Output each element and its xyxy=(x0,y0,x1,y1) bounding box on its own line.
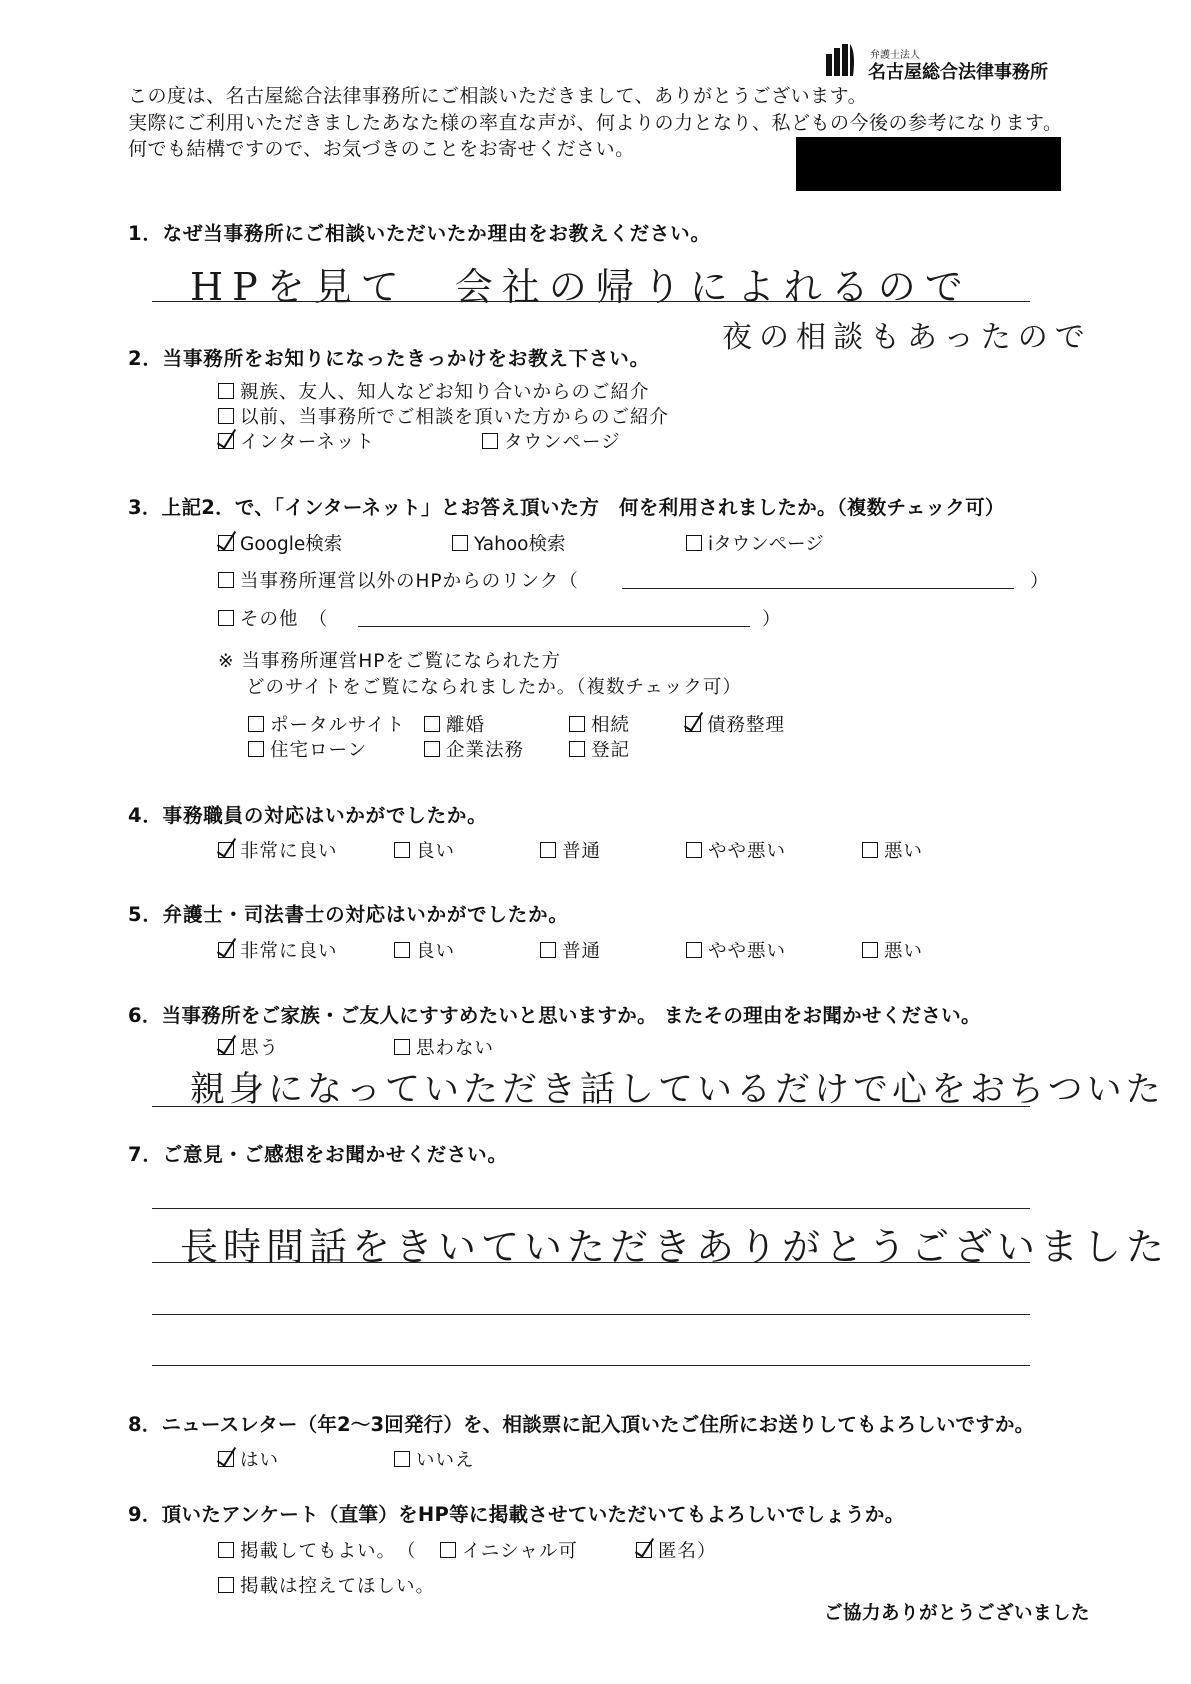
q5-option-good[interactable]: 良い xyxy=(394,937,455,963)
q3-site-divorce[interactable]: 離婚 xyxy=(424,711,485,737)
footer-thanks: ご協力ありがとうございました xyxy=(824,1603,1091,1624)
q5-option-somewhat-bad[interactable]: やや悪い xyxy=(686,937,786,963)
q3-note-line-1: ※ 当事務所運営HPをご覧になられた方 xyxy=(218,651,561,672)
q5-option-bad[interactable]: 悪い xyxy=(862,937,923,963)
checkbox[interactable] xyxy=(218,1542,234,1558)
checkbox-checked[interactable] xyxy=(218,433,234,449)
checkbox[interactable] xyxy=(248,741,264,757)
checkbox[interactable] xyxy=(394,942,410,958)
q8-title: 8．ニュースレター（年2〜3回発行）を、相談票に記入頂いたご住所にお送りしてもよろしいですか。 xyxy=(128,1413,1035,1436)
q9-option-initials[interactable]: イニシャル可 xyxy=(440,1537,578,1563)
checkbox[interactable] xyxy=(686,842,702,858)
law-firm-logo-icon xyxy=(826,44,856,76)
checkbox[interactable] xyxy=(218,610,234,626)
logo-small-text: 弁護士法人 xyxy=(870,50,920,61)
checkbox[interactable] xyxy=(218,1577,234,1593)
q9-title: 9．頂いたアンケート（直筆）をHP等に掲載させていただいてもよろしいでしょうか。 xyxy=(128,1503,905,1526)
q8-option-yes[interactable]: はい xyxy=(218,1446,279,1472)
checkbox-checked[interactable] xyxy=(218,535,234,551)
q7-answer-line-4 xyxy=(152,1365,1030,1366)
intro-line-1: この度は、名古屋総合法律事務所にご相談いただきまして、ありがとうございます。 xyxy=(128,85,868,107)
q6-handwritten-answer: 親身になっていただき話しているだけで心をおちついた xyxy=(190,1070,1165,1110)
checkbox[interactable] xyxy=(394,842,410,858)
q3-option-itownpage[interactable]: iタウンページ xyxy=(686,530,824,556)
checkbox-checked[interactable] xyxy=(685,716,701,732)
checkbox[interactable] xyxy=(452,535,468,551)
q2-option-acquaintance[interactable]: 親族、友人、知人などお知り合いからのご紹介 xyxy=(218,378,650,404)
q5-title: 5．弁護士・司法書士の対応はいかがでしたか。 xyxy=(128,903,569,926)
checkbox[interactable] xyxy=(862,842,878,858)
q4-option-very-good[interactable]: 非常に良い xyxy=(218,837,338,863)
q2-title: 2．当事務所をお知りになったきっかけをお教え下さい。 xyxy=(128,347,650,370)
q1-handwritten-answer-2: 夜の相談もあったので xyxy=(722,320,1092,355)
q3-site-corporate[interactable]: 企業法務 xyxy=(424,736,524,762)
q7-answer-line-2 xyxy=(152,1262,1030,1263)
q6-answer-line xyxy=(152,1106,1030,1107)
checkbox[interactable] xyxy=(482,433,498,449)
q3-site-housing-loan[interactable]: 住宅ローン xyxy=(248,736,367,762)
q3-site-debt[interactable]: 債務整理 xyxy=(685,711,785,737)
q3-option-external-link[interactable]: 当事務所運営以外のHPからのリンク（ xyxy=(218,567,579,593)
q4-option-average[interactable]: 普通 xyxy=(540,837,601,863)
checkbox[interactable] xyxy=(394,1039,410,1055)
q5-option-average[interactable]: 普通 xyxy=(540,937,601,963)
checkbox[interactable] xyxy=(686,535,702,551)
q1-handwritten-answer: HPを見て 会社の帰りによれるので xyxy=(190,265,972,309)
q3-other-blank-line xyxy=(358,626,750,627)
q3-link-blank-line xyxy=(622,588,1014,589)
checkbox[interactable] xyxy=(440,1542,456,1558)
q7-answer-line-3 xyxy=(152,1314,1030,1315)
q4-option-good[interactable]: 良い xyxy=(394,837,455,863)
q3-title: 3．上記2．で、「インターネット」とお答え頂いた方 何を利用されましたか。（複数チェック可） xyxy=(128,496,1005,519)
checkbox[interactable] xyxy=(424,716,440,732)
checkbox[interactable] xyxy=(218,572,234,588)
q3-other-close-paren: ） xyxy=(762,609,782,630)
checkbox-checked[interactable] xyxy=(218,942,234,958)
intro-line-2: 実際にご利用いただきましたあなた様の率直な声が、何よりの力となり、私どもの今後の参考になります。 xyxy=(128,112,1063,134)
checkbox[interactable] xyxy=(569,741,585,757)
q3-site-portal[interactable]: ポータルサイト xyxy=(248,711,405,737)
q3-note-line-2: どのサイトをご覧になられましたか。（複数チェック可） xyxy=(246,677,742,698)
q5-option-very-good[interactable]: 非常に良い xyxy=(218,937,338,963)
q3-option-other[interactable]: その他 （ xyxy=(218,605,328,631)
q6-title: 6．当事務所をご家族・ご友人にすすめたいと思いますか。 またその理由をお聞かせください。 xyxy=(128,1004,981,1027)
q9-option-do-not-publish[interactable]: 掲載は控えてほしい。 xyxy=(218,1572,435,1598)
q8-option-no[interactable]: いいえ xyxy=(394,1446,475,1472)
q4-option-somewhat-bad[interactable]: やや悪い xyxy=(686,837,786,863)
checkbox[interactable] xyxy=(248,716,264,732)
q7-handwritten-answer: 長時間話をきいていただきありがとうございました xyxy=(180,1225,1170,1269)
q2-option-internet[interactable]: インターネット xyxy=(218,428,375,454)
checkbox-checked[interactable] xyxy=(218,842,234,858)
checkbox-checked[interactable] xyxy=(218,1451,234,1467)
q6-option-yes[interactable]: 思う xyxy=(218,1034,279,1060)
q3-option-yahoo[interactable]: Yahoo検索 xyxy=(452,530,565,556)
q7-answer-line-1 xyxy=(152,1208,1030,1209)
checkbox[interactable] xyxy=(540,942,556,958)
q9-option-may-publish[interactable]: 掲載してもよい。 （ xyxy=(218,1537,417,1563)
q3-site-registration[interactable]: 登記 xyxy=(569,736,630,762)
checkbox[interactable] xyxy=(569,716,585,732)
logo-name: 名古屋総合法律事務所 xyxy=(868,62,1048,83)
q6-option-no[interactable]: 思わない xyxy=(394,1034,494,1060)
checkbox[interactable] xyxy=(540,842,556,858)
checkbox[interactable] xyxy=(686,942,702,958)
checkbox-checked[interactable] xyxy=(218,1039,234,1055)
q2-option-referral[interactable]: 以前、当事務所でご相談を頂いた方からのご紹介 xyxy=(218,403,669,429)
checkbox[interactable] xyxy=(218,408,234,424)
checkbox-checked[interactable] xyxy=(636,1542,652,1558)
q4-title: 4．事務職員の対応はいかがでしたか。 xyxy=(128,804,488,827)
q3-link-close-paren: ） xyxy=(1030,571,1050,592)
q1-title: 1．なぜ当事務所にご相談いただいたか理由をお教えください。 xyxy=(128,222,711,245)
q4-option-bad[interactable]: 悪い xyxy=(862,837,923,863)
redacted-block xyxy=(796,137,1061,191)
checkbox[interactable] xyxy=(394,1451,410,1467)
intro-line-3: 何でも結構ですので、お気づきのことをお寄せください。 xyxy=(128,138,635,160)
checkbox[interactable] xyxy=(862,942,878,958)
q7-title: 7．ご意見・ご感想をお聞かせください。 xyxy=(128,1143,508,1166)
q3-site-inheritance[interactable]: 相続 xyxy=(569,711,630,737)
q3-option-google[interactable]: Google検索 xyxy=(218,530,342,556)
checkbox[interactable] xyxy=(218,383,234,399)
q9-option-anonymous[interactable]: 匿名） xyxy=(636,1537,717,1563)
q2-option-townpage[interactable]: タウンページ xyxy=(482,428,621,454)
q1-answer-line xyxy=(152,301,1030,302)
checkbox[interactable] xyxy=(424,741,440,757)
